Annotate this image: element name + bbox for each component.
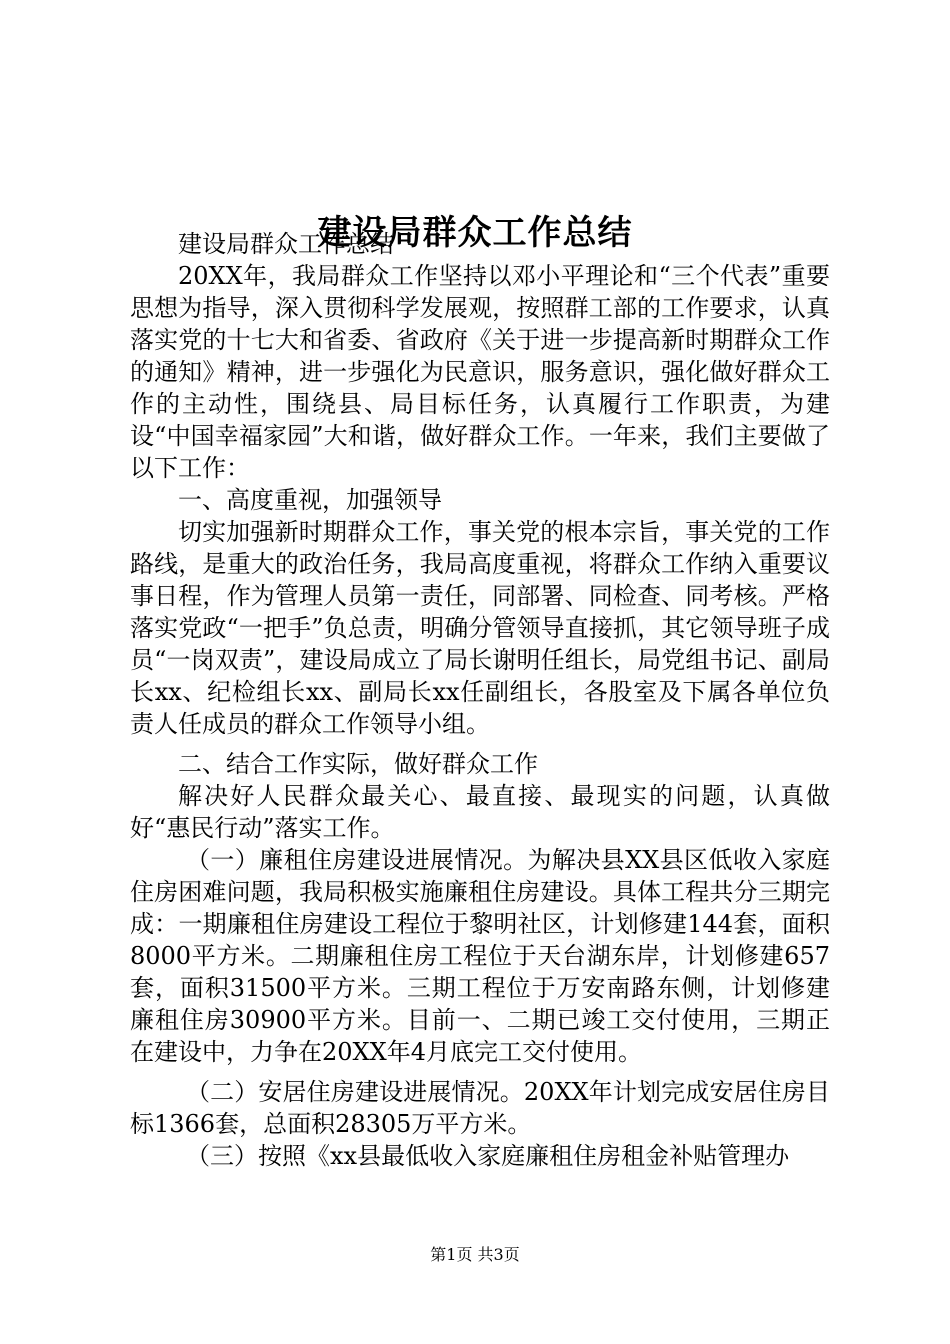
document-title: 建设局群众工作总结 [317,212,633,253]
paragraph-subtitle: 建设局群众工作总结 [178,230,394,258]
paragraph-people-concerns: 解决好人民群众最关心、最直接、最现实的问题，认真做好“惠民行动”落实工作。 [130,782,830,842]
paragraph-intro: 20XX年，我局群众工作坚持以邓小平理论和“三个代表”重要思想为指导，深入贯彻科学发展观，按照群工部的工作要求，认真落实党的十七大和省委、省政府《关于进一步提高新时期群众工作的通知》精神，进一步强化为民意识，服务意识，强化做好群众工作的主动性，围绕县、局目标任务，认真履行工作职责，为建设“中国幸福家园”大和谐，做好群众工作。一年来，我们主要做了以下工作： [130,262,830,482]
paragraph-leadership: 切实加强新时期群众工作，事关党的根本宗旨，事关党的工作路线，是重大的政治任务，我局高度重视，将群众工作纳入重要议事日程，作为管理人员第一责任，同部署、同检查、同考核。严格落实党政“一把手”负总责，明确分管领导直接抓，其它领导班子成员“一岗双责”，建设局成立了局长谢明任组长，局党组书记、副局长xx、纪检组长xx、副局长xx任副组长，各股室及下属各单位负责人任成员的群众工作领导小组。 [130,518,830,738]
paragraph-settlement-housing: （二）安居住房建设进展情况。20XX年计划完成安居住房目标1366套，总面积28305万平方米。 [130,1078,830,1138]
document-body [130,228,830,1172]
section-heading-1: 一、高度重视，加强领导 [178,486,442,514]
paragraph-rent-subsidy: （三）按照《xx县最低收入家庭廉租住房租金补贴管理办 [186,1142,790,1170]
paragraph-low-rent-housing: （一）廉租住房建设进展情况。为解决县XX县区低收入家庭住房困难问题，我局积极实施廉租住房建设。具体工程共分三期完成：一期廉租住房建设工程位于黎明社区，计划修建144套，面积8000平方米。二期廉租住房工程位于天台湖东岸，计划修建657套，面积31500平方米。三期工程位于万安南路东侧，计划修建廉租住房30900平方米。目前一、二期已竣工交付使用，三期正在建设中，力争在20XX年4月底完工交付使用。 [130,846,830,1066]
section-heading-2: 二、结合工作实际，做好群众工作 [178,750,538,778]
page-number-footer: 第1页 共3页 [430,1245,520,1264]
